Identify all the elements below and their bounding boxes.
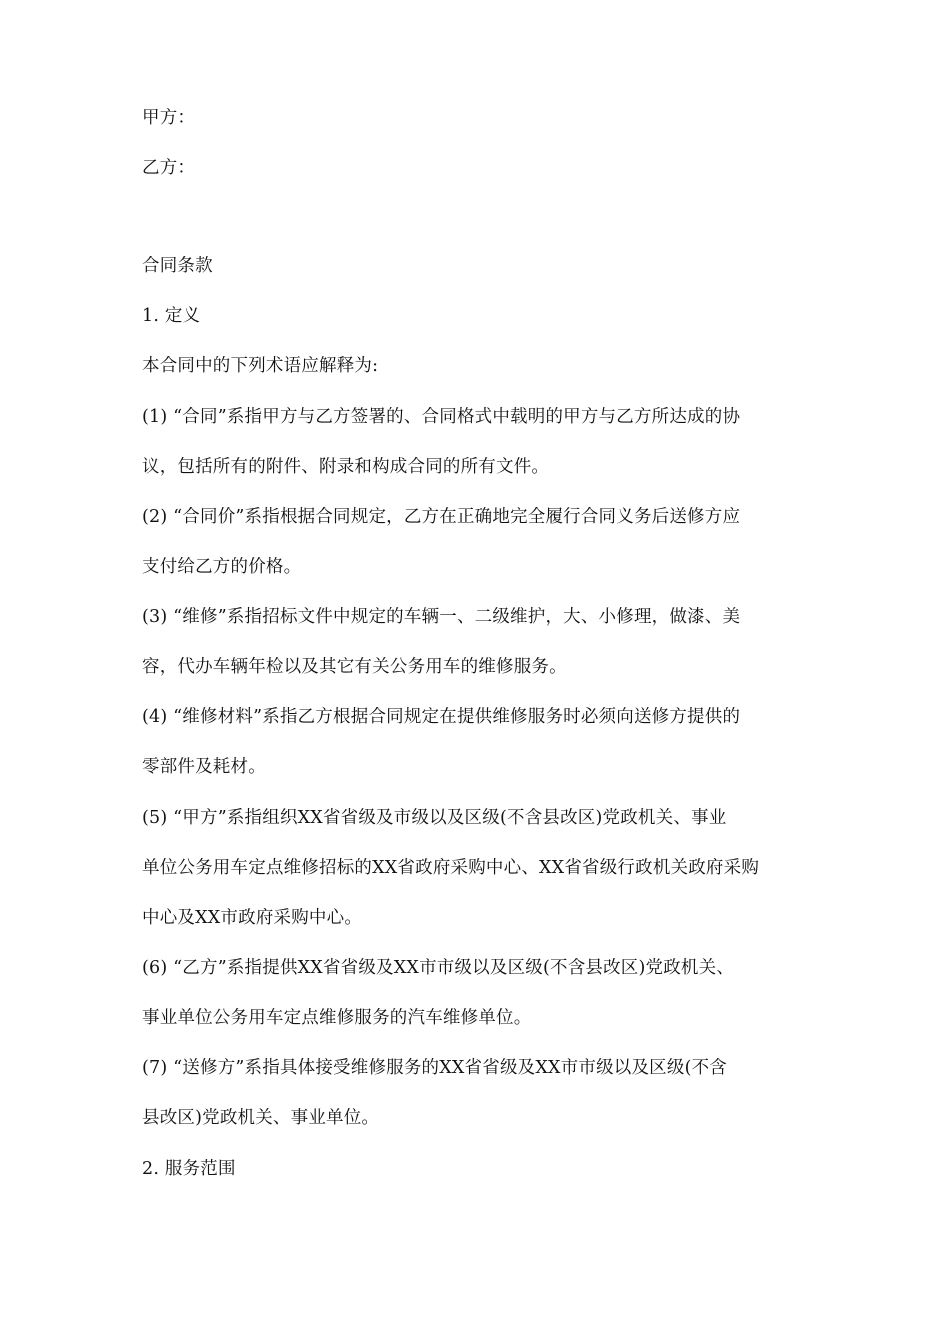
definition-7-line-1: (7) “送修方”系指具体接受维修服务的XX省省级及XX市市级以及区级(不含: [142, 1058, 728, 1078]
definition-1-line-1: (1) “合同”系指甲方与乙方签署的、合同格式中载明的甲方与乙方所达成的协: [142, 407, 741, 427]
definition-4-line-1: (4) “维修材料”系指乙方根据合同规定在提供维修服务时必须向送修方提供的: [142, 707, 741, 727]
definition-2-line-1: (2) “合同价”系指根据合同规定，乙方在正确地完全履行合同义务后送修方应: [142, 507, 741, 527]
definition-4-line-2: 零部件及耗材。: [142, 757, 266, 777]
definition-2-line-2: 支付给乙方的价格。: [142, 557, 302, 577]
definition-5-line-2: 单位公务用车定点维修招标的XX省政府采购中心、XX省省级行政机关政府采购: [142, 858, 760, 878]
definition-6-line-1: (6) “乙方”系指提供XX省省级及XX市市级以及区级(不含县改区)党政机关、: [142, 958, 735, 978]
definition-1-line-2: 议，包括所有的附件、附录和构成合同的所有文件。: [142, 457, 550, 477]
party-b-label: 乙方：: [142, 158, 196, 178]
definition-6-line-2: 事业单位公务用车定点维修服务的汽车维修单位。: [142, 1008, 532, 1028]
section-2-heading: 2. 服务范围: [142, 1159, 236, 1179]
contract-heading: 合同条款: [142, 256, 213, 276]
definition-3-line-1: (3) “维修”系指招标文件中规定的车辆一、二级维护，大、小修理，做漆、美: [142, 607, 741, 627]
definition-3-line-2: 容，代办车辆年检以及其它有关公务用车的维修服务。: [142, 657, 567, 677]
definition-5-line-3: 中心及XX市政府采购中心。: [142, 908, 363, 928]
definition-7-line-2: 县改区)党政机关、事业单位。: [142, 1108, 380, 1128]
party-a-label: 甲方：: [142, 108, 196, 128]
section-1-heading: 1. 定义: [142, 306, 201, 326]
definition-5-line-1: (5) “甲方”系指组织XX省省级及市级以及区级(不含县改区)党政机关、事业: [142, 808, 727, 828]
section-1-intro: 本合同中的下列术语应解释为:: [142, 356, 379, 376]
